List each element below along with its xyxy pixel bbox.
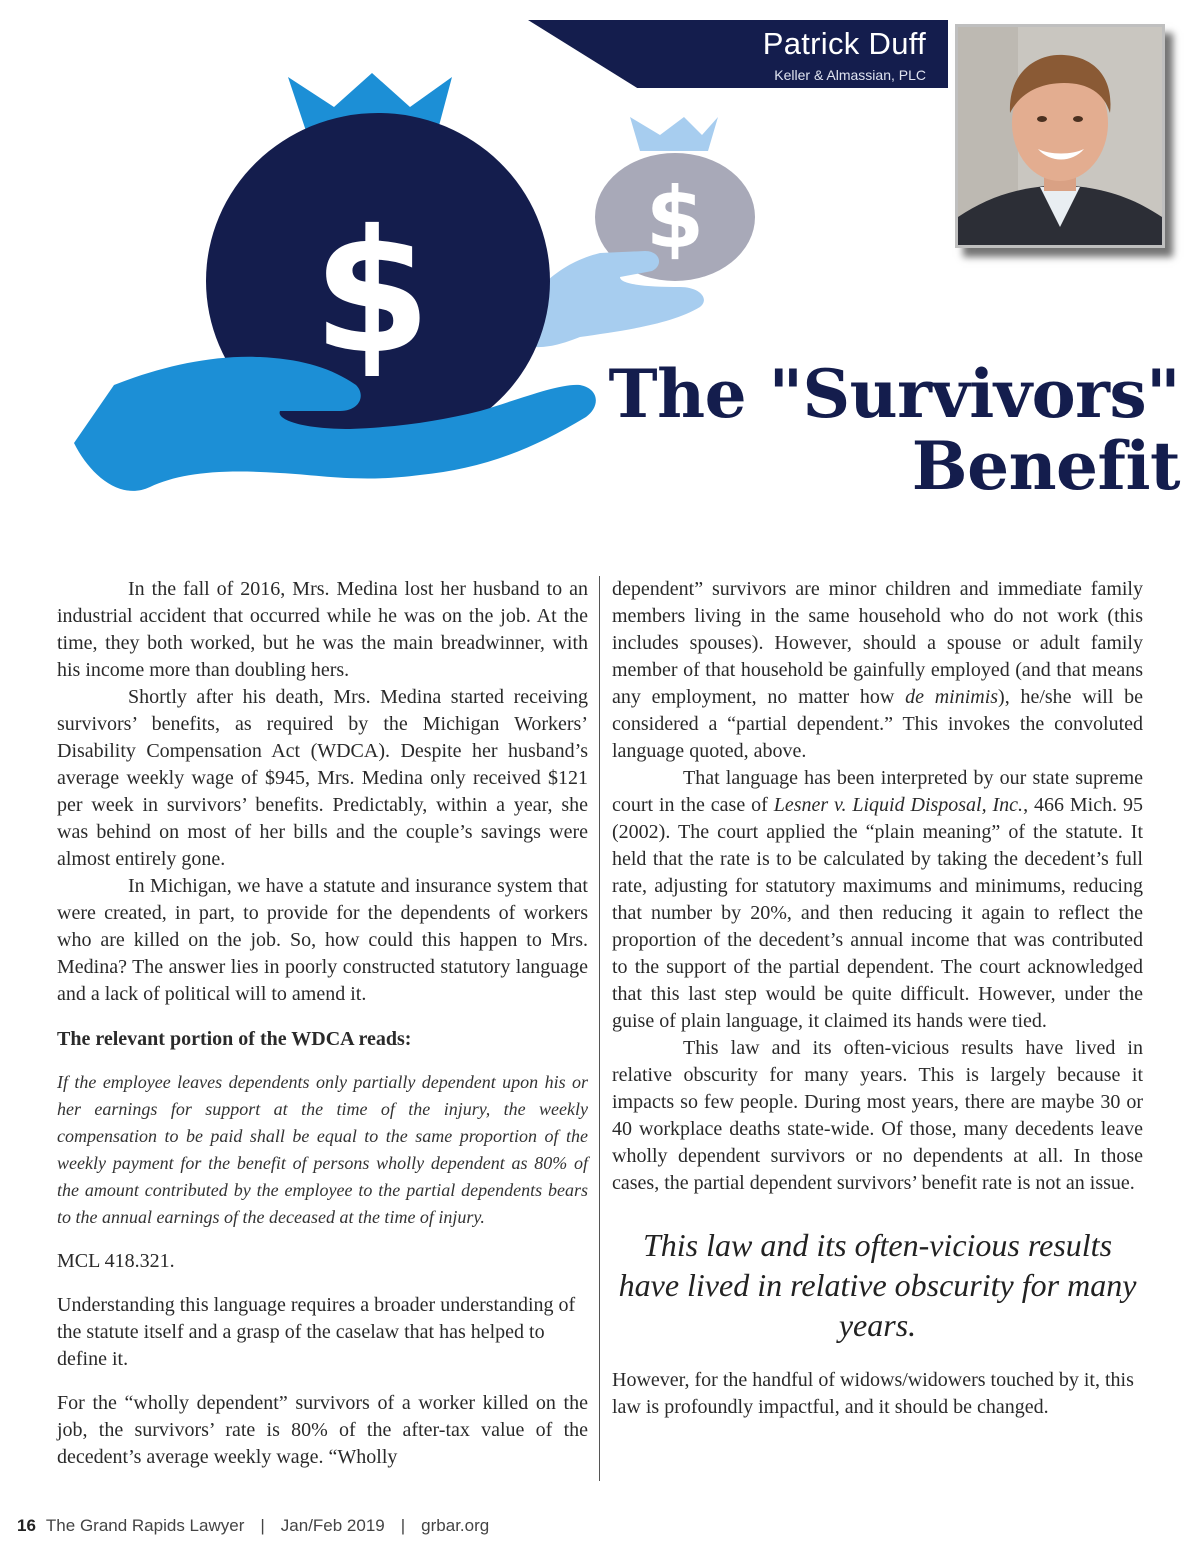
statute-quote: If the employee leaves dependents only partially dependent upon his or her earnings for support at the time of the injury, the weekly compensation to be paid shall be equal to the same proportion of the weekly payment for the benefit of persons wholly dependent as 80% of the amount contributed by the employee to the partial dependents bears to the annual earnings of the deceased at the time of injury. — [57, 1072, 588, 1227]
paragraph: In Michigan, we have a statute and insurance system that were created, in part, to provide for the dependents of workers who are killed on the job. So, how could this happen to Mrs. Medina? The answer lies in poorly constructed statutory language and a lack of political will to amend it. — [57, 875, 588, 1005]
author-portrait — [958, 27, 1162, 245]
author-firm: Keller & Almassian, PLC — [774, 67, 926, 83]
column-divider — [599, 576, 600, 1481]
dollar-sign-icon: $ — [645, 169, 705, 267]
right-column — [612, 576, 1143, 1421]
paragraph: However, for the handful of widows/widowers touched by it, this law is profoundly impactful, and it should be changed. — [612, 1369, 1134, 1418]
section-subhead: The relevant portion of the WDCA reads: — [57, 1028, 412, 1050]
paragraph: That language has been interpreted by our state supreme court in the case of Lesner v. Liquid Disposal, Inc., 466 Mich. 95 (2002). The court applied the “plain meaning” of the statute. It held that the rate is to be calculated by taking the decedent’s full rate, adjusting for statutory maximums and minimums, reducing that number by 20%, and then reducing it again to reflect the proportion of the decedent’s annual income that was contributed to the support of the partial dependent. The court acknowledged that this last step would be quite difficult. However, under the guise of plain language, it claimed its hands were tied. — [612, 767, 1143, 1032]
dollar-sign-icon: $ — [312, 194, 432, 392]
title-line-1: The "Survivors" — [608, 355, 1180, 433]
paragraph: This law and its often-vicious results have lived in relative obscurity for many years. This is largely because it impacts so few people. During most years, there are maybe 30 or 40 workplace deaths state-wide. Of those, many decedents leave wholly dependent survivors or no dependents at all. In those cases, the partial dependent survivors’ benefit rate is not an issue. — [612, 1037, 1143, 1194]
issue-date: Jan/Feb 2019 — [280, 1516, 385, 1535]
footer-separator: | — [260, 1516, 265, 1535]
publication-name: The Grand Rapids Lawyer — [45, 1516, 245, 1535]
citation: MCL 418.321. — [57, 1250, 175, 1272]
paragraph: Understanding this language requires a broader understanding of the statute itself and a grasp of the caselaw that has helped to define it. — [57, 1294, 576, 1370]
paragraph: dependent” survivors are minor children and immediate family members living in the same household who do not work (this includes spouses). However, should a spouse or adult family member of that household be gainfully employed (and that means any employment, no matter how de minimis), he/she will be considered a “partial dependent.” This invokes the convoluted language quoted, above. — [612, 578, 1144, 762]
author-name: Patrick Duff — [762, 26, 926, 61]
author-photo — [955, 24, 1165, 248]
emphasis: de minimis — [905, 686, 999, 708]
page-number: 16 — [17, 1516, 36, 1535]
website-link[interactable]: grbar.org — [421, 1516, 490, 1535]
paragraph: Shortly after his death, Mrs. Medina started receiving survivors’ benefits, as required by the Michigan Workers’ Disability Compensation Act (WDCA). Despite her husband’s average weekly wage of $945, Mrs. Medina only received $121 per week in survivors’ benefits. Predictably, within a year, she was behind on most of her bills and the couple’s savings were almost entirely gone. — [57, 686, 588, 870]
case-name: Lesner v. Liquid Disposal, Inc. — [773, 794, 1024, 816]
left-column — [57, 576, 588, 1471]
article-title — [608, 355, 1180, 505]
page-footer — [17, 1516, 489, 1536]
paragraph: In the fall of 2016, Mrs. Medina lost her husband to an industrial accident that occurred while he was on the job. At the time, they both worked, but he was the main breadwinner, with his income more than doubling hers. — [57, 578, 588, 681]
pull-quote: This law and its often-vicious results have lived in relative obscurity for many years. — [618, 1227, 1137, 1343]
footer-separator: | — [400, 1516, 406, 1535]
title-line-2: Benefit — [911, 427, 1180, 505]
paragraph: For the “wholly dependent” survivors of a worker killed on the job, the survivors’ rate is 80% of the after-tax value of the decedent’s average weekly wage. “Wholly — [57, 1392, 588, 1468]
